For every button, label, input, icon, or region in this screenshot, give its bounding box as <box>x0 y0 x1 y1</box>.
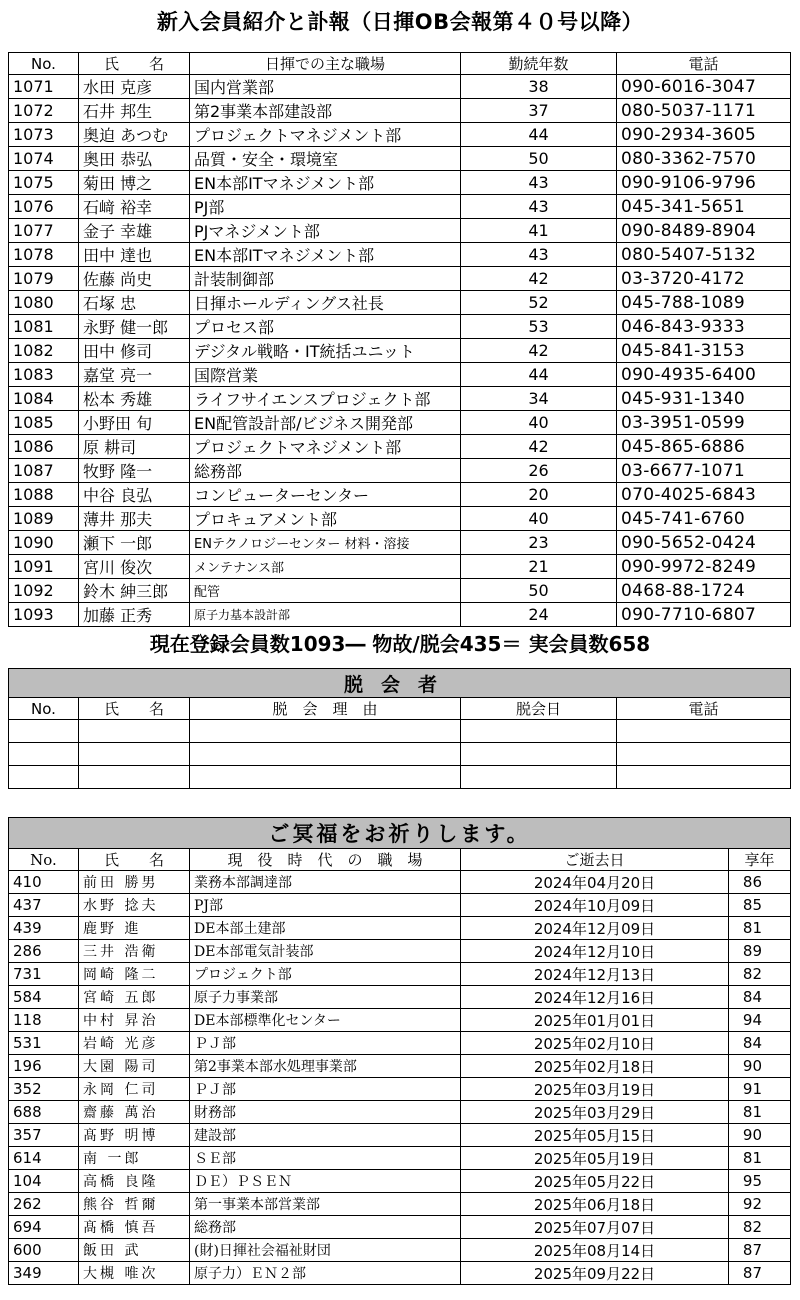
member-years: 43 <box>461 243 617 267</box>
member-phone: 045-788-1089 <box>617 291 791 315</box>
deceased-date: 2025年02月18日 <box>461 1055 729 1078</box>
withdrawn-name <box>79 743 190 766</box>
page-title: 新入会員紹介と訃報（日揮OB会報第４０号以降） <box>156 10 644 34</box>
member-name: 薄井 那夫 <box>79 507 190 531</box>
member-phone: 045-741-6760 <box>617 507 791 531</box>
table-row <box>9 459 791 483</box>
deceased-workplace: ＤＥ）ＰＳＥＮ <box>190 1170 461 1193</box>
member-name: 田中 修司 <box>79 339 190 363</box>
deceased-date: 2025年09月22日 <box>461 1262 729 1285</box>
deceased-no: 531 <box>9 1032 79 1055</box>
member-name: 水田 克彦 <box>79 75 190 99</box>
header-workplace: 現 役 時 代 の 職 場 <box>190 849 461 871</box>
deceased-workplace: DE本部土建部 <box>190 917 461 940</box>
deceased-name: 齋藤 萬治 <box>79 1101 190 1124</box>
member-phone: 0468-88-1724 <box>617 579 791 603</box>
deceased-table <box>8 817 791 1285</box>
deceased-title: ご冥福をお祈りします。 <box>9 818 791 849</box>
deceased-workplace: 第一事業本部営業部 <box>190 1193 461 1216</box>
withdrawn-phone <box>617 720 791 743</box>
member-no: 1087 <box>9 459 79 483</box>
member-years: 21 <box>461 555 617 579</box>
deceased-date: 2024年12月09日 <box>461 917 729 940</box>
deceased-name: 宮崎 五郎 <box>79 986 190 1009</box>
deceased-age: 84 <box>729 1032 791 1055</box>
table-row <box>9 1078 791 1101</box>
member-years: 24 <box>461 603 617 627</box>
header-workplace: 日揮での主な職場 <box>190 53 461 75</box>
member-workplace: デジタル戦略・IT統括ユニット <box>190 339 461 363</box>
member-years: 37 <box>461 99 617 123</box>
member-workplace: 総務部 <box>190 459 461 483</box>
table-row <box>9 1101 791 1124</box>
member-phone: 045-841-3153 <box>617 339 791 363</box>
member-name: 金子 幸雄 <box>79 219 190 243</box>
member-phone: 090-4935-6400 <box>617 363 791 387</box>
member-name: 原 耕司 <box>79 435 190 459</box>
member-workplace: プロセス部 <box>190 315 461 339</box>
deceased-date: 2025年01月01日 <box>461 1009 729 1032</box>
member-name: 牧野 隆一 <box>79 459 190 483</box>
header-reason: 脱 会 理 由 <box>190 698 461 720</box>
deceased-name: 永岡 仁司 <box>79 1078 190 1101</box>
member-name: 菊田 博之 <box>79 171 190 195</box>
member-workplace: 国際営業 <box>190 363 461 387</box>
member-workplace: 日揮ホールディングス社長 <box>190 291 461 315</box>
member-phone: 045-865-6886 <box>617 435 791 459</box>
new-members-body <box>9 75 791 627</box>
member-name: 松本 秀雄 <box>79 387 190 411</box>
deceased-age: 92 <box>729 1193 791 1216</box>
member-no: 1080 <box>9 291 79 315</box>
member-phone: 090-6016-3047 <box>617 75 791 99</box>
member-phone: 046-843-9333 <box>617 315 791 339</box>
member-no: 1078 <box>9 243 79 267</box>
withdrawn-body <box>9 720 791 789</box>
deceased-header-row <box>9 849 791 871</box>
member-years: 20 <box>461 483 617 507</box>
deceased-no: 688 <box>9 1101 79 1124</box>
deceased-name: 南 一郎 <box>79 1147 190 1170</box>
deceased-name: 三井 浩衛 <box>79 940 190 963</box>
member-workplace: メンテナンス部 <box>190 555 461 579</box>
member-count-summary: 現在登録会員数1093― 物故/脱会435＝ 実会員数658 <box>149 632 651 656</box>
deceased-no: 410 <box>9 871 79 894</box>
header-name: 氏 名 <box>79 849 190 871</box>
deceased-age: 84 <box>729 986 791 1009</box>
deceased-no: 584 <box>9 986 79 1009</box>
table-row <box>9 339 791 363</box>
member-name: 奥田 恭弘 <box>79 147 190 171</box>
withdrawn-phone <box>617 743 791 766</box>
table-row <box>9 1055 791 1078</box>
table-row <box>9 1239 791 1262</box>
withdrawn-date <box>461 766 617 789</box>
member-years: 52 <box>461 291 617 315</box>
new-members-table <box>8 52 791 627</box>
deceased-no: 439 <box>9 917 79 940</box>
table-row <box>9 219 791 243</box>
member-workplace: プロジェクトマネジメント部 <box>190 123 461 147</box>
member-name: 石井 邦生 <box>79 99 190 123</box>
member-years: 34 <box>461 387 617 411</box>
table-row <box>9 531 791 555</box>
member-years: 50 <box>461 579 617 603</box>
deceased-no: 614 <box>9 1147 79 1170</box>
member-no: 1083 <box>9 363 79 387</box>
table-row <box>9 766 791 789</box>
member-phone: 03-3720-4172 <box>617 267 791 291</box>
deceased-date: 2025年06月18日 <box>461 1193 729 1216</box>
member-no: 1077 <box>9 219 79 243</box>
deceased-age: 81 <box>729 1101 791 1124</box>
member-no: 1084 <box>9 387 79 411</box>
withdrawn-table <box>8 668 791 789</box>
member-workplace: PJ部 <box>190 195 461 219</box>
table-row <box>9 555 791 579</box>
new-members-header-row <box>9 53 791 75</box>
deceased-no: 600 <box>9 1239 79 1262</box>
member-years: 40 <box>461 507 617 531</box>
deceased-workplace: ＰＪ部 <box>190 1032 461 1055</box>
deceased-workplace: 建設部 <box>190 1124 461 1147</box>
member-phone: 03-6677-1071 <box>617 459 791 483</box>
table-row <box>9 986 791 1009</box>
deceased-date: 2024年12月13日 <box>461 963 729 986</box>
member-workplace: 配管 <box>190 579 461 603</box>
member-phone: 080-5407-5132 <box>617 243 791 267</box>
member-phone: 090-7710-6807 <box>617 603 791 627</box>
header-name: 氏 名 <box>79 53 190 75</box>
member-phone: 045-931-1340 <box>617 387 791 411</box>
member-no: 1076 <box>9 195 79 219</box>
withdrawn-title: 脱会者 <box>9 669 791 698</box>
member-no: 1071 <box>9 75 79 99</box>
member-phone: 090-5652-0424 <box>617 531 791 555</box>
withdrawn-no <box>9 766 79 789</box>
member-workplace: 国内営業部 <box>190 75 461 99</box>
table-row <box>9 1262 791 1285</box>
table-row <box>9 940 791 963</box>
deceased-no: 196 <box>9 1055 79 1078</box>
table-row <box>9 291 791 315</box>
table-row <box>9 871 791 894</box>
deceased-no: 731 <box>9 963 79 986</box>
header-age: 享年 <box>729 849 791 871</box>
deceased-date: 2025年05月15日 <box>461 1124 729 1147</box>
table-row <box>9 720 791 743</box>
deceased-age: 95 <box>729 1170 791 1193</box>
deceased-age: 81 <box>729 1147 791 1170</box>
withdrawn-reason <box>190 766 461 789</box>
header-phone: 電話 <box>617 698 791 720</box>
table-row <box>9 387 791 411</box>
table-row <box>9 75 791 99</box>
member-years: 50 <box>461 147 617 171</box>
table-row <box>9 411 791 435</box>
member-no: 1072 <box>9 99 79 123</box>
deceased-no: 104 <box>9 1170 79 1193</box>
table-row <box>9 171 791 195</box>
deceased-no: 352 <box>9 1078 79 1101</box>
header-name: 氏 名 <box>79 698 190 720</box>
member-phone: 045-341-5651 <box>617 195 791 219</box>
deceased-workplace: DE本部電気計装部 <box>190 940 461 963</box>
member-workplace: 第2事業本部建設部 <box>190 99 461 123</box>
deceased-no: 262 <box>9 1193 79 1216</box>
table-row <box>9 1147 791 1170</box>
member-workplace: ENテクノロジーセンター 材料・溶接 <box>190 531 461 555</box>
member-no: 1082 <box>9 339 79 363</box>
deceased-age: 82 <box>729 1216 791 1239</box>
table-row <box>9 1009 791 1032</box>
table-row <box>9 315 791 339</box>
table-row <box>9 99 791 123</box>
table-row <box>9 195 791 219</box>
deceased-name: 飯田 武 <box>79 1239 190 1262</box>
member-no: 1091 <box>9 555 79 579</box>
member-name: 石﨑 裕幸 <box>79 195 190 219</box>
member-years: 42 <box>461 267 617 291</box>
deceased-workplace: プロジェクト部 <box>190 963 461 986</box>
table-row <box>9 743 791 766</box>
header-date: 脱会日 <box>461 698 617 720</box>
header-no: No. <box>9 849 79 871</box>
header-death-date: ご逝去日 <box>461 849 729 871</box>
member-no: 1074 <box>9 147 79 171</box>
table-row <box>9 963 791 986</box>
member-no: 1075 <box>9 171 79 195</box>
table-row <box>9 894 791 917</box>
member-name: 中谷 良弘 <box>79 483 190 507</box>
member-years: 40 <box>461 411 617 435</box>
withdrawn-name <box>79 766 190 789</box>
member-name: 鈴木 紳三郎 <box>79 579 190 603</box>
deceased-name: 熊谷 哲爾 <box>79 1193 190 1216</box>
deceased-name: 中村 昇治 <box>79 1009 190 1032</box>
deceased-no: 286 <box>9 940 79 963</box>
member-name: 永野 健一郎 <box>79 315 190 339</box>
member-phone: 080-5037-1171 <box>617 99 791 123</box>
header-phone: 電話 <box>617 53 791 75</box>
deceased-date: 2025年07月07日 <box>461 1216 729 1239</box>
member-name: 小野田 旬 <box>79 411 190 435</box>
table-row <box>9 1124 791 1147</box>
withdrawn-header-row <box>9 698 791 720</box>
member-name: 宮川 俊次 <box>79 555 190 579</box>
member-years: 42 <box>461 339 617 363</box>
member-years: 23 <box>461 531 617 555</box>
member-phone: 070-4025-6843 <box>617 483 791 507</box>
member-phone: 090-8489-8904 <box>617 219 791 243</box>
deceased-name: 水野 捻夫 <box>79 894 190 917</box>
member-name: 瀬下 一郎 <box>79 531 190 555</box>
deceased-age: 90 <box>729 1055 791 1078</box>
table-row <box>9 1193 791 1216</box>
header-no: No. <box>9 53 79 75</box>
member-no: 1073 <box>9 123 79 147</box>
deceased-date: 2025年03月19日 <box>461 1078 729 1101</box>
withdrawn-no <box>9 720 79 743</box>
deceased-no: 357 <box>9 1124 79 1147</box>
member-no: 1088 <box>9 483 79 507</box>
deceased-body <box>9 871 791 1285</box>
table-row <box>9 243 791 267</box>
deceased-workplace: DE本部標準化センター <box>190 1009 461 1032</box>
deceased-name: 髙野 明博 <box>79 1124 190 1147</box>
deceased-date: 2025年05月19日 <box>461 1147 729 1170</box>
deceased-workplace: 総務部 <box>190 1216 461 1239</box>
member-years: 43 <box>461 195 617 219</box>
member-name: 奥迫 あつむ <box>79 123 190 147</box>
member-workplace: 品質・安全・環境室 <box>190 147 461 171</box>
withdrawn-date <box>461 720 617 743</box>
deceased-age: 86 <box>729 871 791 894</box>
member-years: 26 <box>461 459 617 483</box>
deceased-name: 大槻 唯次 <box>79 1262 190 1285</box>
deceased-date: 2024年12月10日 <box>461 940 729 963</box>
member-workplace: 計装制御部 <box>190 267 461 291</box>
member-workplace: プロジェクトマネジメント部 <box>190 435 461 459</box>
member-name: 佐藤 尚史 <box>79 267 190 291</box>
deceased-age: 89 <box>729 940 791 963</box>
deceased-name: 高橋 良隆 <box>79 1170 190 1193</box>
member-no: 1081 <box>9 315 79 339</box>
table-row <box>9 363 791 387</box>
deceased-age: 81 <box>729 917 791 940</box>
table-row <box>9 147 791 171</box>
deceased-no: 118 <box>9 1009 79 1032</box>
member-years: 42 <box>461 435 617 459</box>
member-phone: 080-3362-7570 <box>617 147 791 171</box>
table-row <box>9 435 791 459</box>
table-row <box>9 507 791 531</box>
member-years: 38 <box>461 75 617 99</box>
deceased-age: 94 <box>729 1009 791 1032</box>
deceased-name: 髙橋 慎吾 <box>79 1216 190 1239</box>
deceased-no: 694 <box>9 1216 79 1239</box>
deceased-date: 2025年08月14日 <box>461 1239 729 1262</box>
deceased-name: 岩崎 光彦 <box>79 1032 190 1055</box>
member-workplace: PJマネジメント部 <box>190 219 461 243</box>
deceased-age: 90 <box>729 1124 791 1147</box>
member-no: 1092 <box>9 579 79 603</box>
deceased-workplace: ＳＥ部 <box>190 1147 461 1170</box>
member-phone: 03-3951-0599 <box>617 411 791 435</box>
member-years: 41 <box>461 219 617 243</box>
member-years: 44 <box>461 363 617 387</box>
withdrawn-phone <box>617 766 791 789</box>
deceased-no: 437 <box>9 894 79 917</box>
table-row <box>9 579 791 603</box>
deceased-date: 2024年10月09日 <box>461 894 729 917</box>
member-workplace: EN配管設計部/ビジネス開発部 <box>190 411 461 435</box>
table-row <box>9 603 791 627</box>
withdrawn-reason <box>190 743 461 766</box>
deceased-workplace: ＰＪ部 <box>190 1078 461 1101</box>
member-years: 44 <box>461 123 617 147</box>
deceased-name: 岡崎 隆二 <box>79 963 190 986</box>
member-years: 53 <box>461 315 617 339</box>
deceased-workplace: (財)日揮社会福祉財団 <box>190 1239 461 1262</box>
member-years: 43 <box>461 171 617 195</box>
deceased-workplace: 財務部 <box>190 1101 461 1124</box>
deceased-date: 2025年05月22日 <box>461 1170 729 1193</box>
member-name: 田中 達也 <box>79 243 190 267</box>
deceased-age: 82 <box>729 963 791 986</box>
table-row <box>9 917 791 940</box>
deceased-age: 87 <box>729 1239 791 1262</box>
member-workplace: コンピューターセンター <box>190 483 461 507</box>
table-row <box>9 123 791 147</box>
table-row <box>9 1032 791 1055</box>
header-no: No. <box>9 698 79 720</box>
deceased-date: 2025年02月10日 <box>461 1032 729 1055</box>
member-no: 1085 <box>9 411 79 435</box>
withdrawn-date <box>461 743 617 766</box>
member-workplace: EN本部ITマネジメント部 <box>190 243 461 267</box>
member-phone: 090-9106-9796 <box>617 171 791 195</box>
deceased-age: 85 <box>729 894 791 917</box>
deceased-date: 2025年03月29日 <box>461 1101 729 1124</box>
withdrawn-no <box>9 743 79 766</box>
member-phone: 090-2934-3605 <box>617 123 791 147</box>
member-workplace: 原子力基本設計部 <box>190 603 461 627</box>
deceased-name: 大園 陽司 <box>79 1055 190 1078</box>
deceased-name: 前田 勝男 <box>79 871 190 894</box>
member-workplace: ライフサイエンスプロジェクト部 <box>190 387 461 411</box>
table-row <box>9 1170 791 1193</box>
member-no: 1090 <box>9 531 79 555</box>
deceased-no: 349 <box>9 1262 79 1285</box>
deceased-workplace: 第2事業本部水処理事業部 <box>190 1055 461 1078</box>
member-no: 1086 <box>9 435 79 459</box>
member-phone: 090-9972-8249 <box>617 555 791 579</box>
deceased-age: 91 <box>729 1078 791 1101</box>
header-years: 勤続年数 <box>461 53 617 75</box>
member-name: 加藤 正秀 <box>79 603 190 627</box>
withdrawn-name <box>79 720 190 743</box>
deceased-workplace: PJ部 <box>190 894 461 917</box>
member-workplace: プロキュアメント部 <box>190 507 461 531</box>
table-row <box>9 267 791 291</box>
member-no: 1093 <box>9 603 79 627</box>
table-row <box>9 1216 791 1239</box>
member-workplace: EN本部ITマネジメント部 <box>190 171 461 195</box>
table-row <box>9 483 791 507</box>
deceased-workplace: 業務本部調達部 <box>190 871 461 894</box>
member-no: 1079 <box>9 267 79 291</box>
deceased-workplace: 原子力）ＥＮ２部 <box>190 1262 461 1285</box>
member-name: 石塚 忠 <box>79 291 190 315</box>
deceased-name: 鹿野 進 <box>79 917 190 940</box>
member-name: 嘉堂 亮一 <box>79 363 190 387</box>
deceased-age: 87 <box>729 1262 791 1285</box>
member-no: 1089 <box>9 507 79 531</box>
deceased-date: 2024年04月20日 <box>461 871 729 894</box>
deceased-date: 2024年12月16日 <box>461 986 729 1009</box>
withdrawn-reason <box>190 720 461 743</box>
deceased-workplace: 原子力事業部 <box>190 986 461 1009</box>
